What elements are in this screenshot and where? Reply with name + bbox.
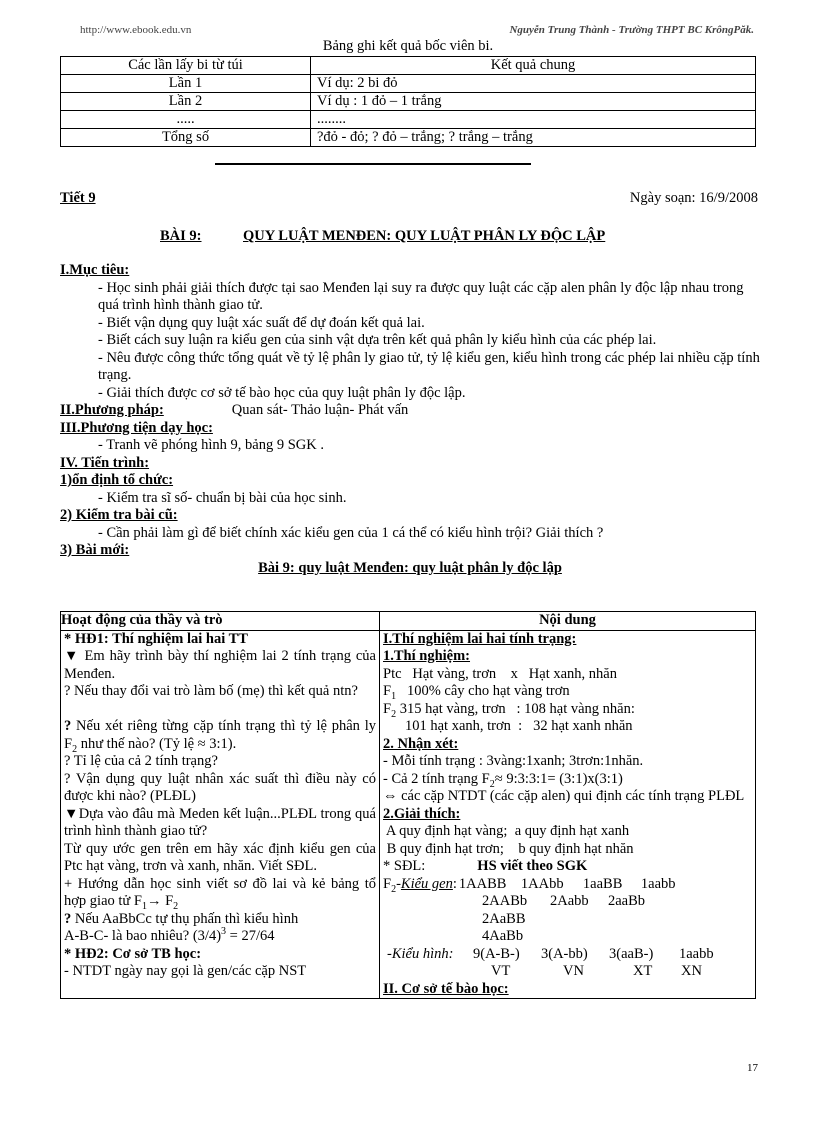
lesson-title: QUY LUẬT MENĐEN: QUY LUẬT PHÂN LY ĐỘC LẬP [243,228,606,244]
sdl-text: HS viết theo SGK [477,858,588,874]
genotype-row [383,893,752,911]
genotype: 4AaBb [482,928,524,944]
observation [383,771,752,789]
page-number: 17 [747,1062,758,1074]
genotype-label: Kiểu gen [400,875,453,892]
question: ? Tỉ lệ của cả 2 tính trạng? [64,753,218,769]
table-row [61,93,756,111]
colon: : [452,875,457,892]
genotype: 1AAbb [520,875,564,892]
question [64,928,376,946]
f1-line [383,683,752,701]
generation-label: F [383,875,392,892]
question-mark: ? [64,910,72,927]
materials-text: - Tranh vẽ phóng hình 9, bảng 9 SGK . [98,437,324,453]
content-subheading: 2. Nhận xét: [383,735,459,752]
subscript: 2 [391,883,397,895]
stabilize-heading: 1)ổn định tổ chức: [60,472,174,488]
table-header-cell: Hoạt động của thầy và trò [61,612,380,631]
content-heading: II. Cơ sở tế bào học: [383,980,509,997]
spacer [64,701,376,719]
observation: ⇔ các cặp NTDT (các cặp alen) qui định các tính trạng PLĐL [383,788,745,804]
method-text: Quan sát- Thảo luận- Phát vấn [231,402,409,418]
table-cell: Lần 1 [61,75,311,93]
sdl-line [383,858,752,876]
objective-item: - Biết vận dụng quy luật xác suất để dự đoán kết quả lai. [98,314,425,331]
question: ? Vận dụng quy luật nhân xác suất thì điều này có được khi nào? (PLĐL) [64,770,376,804]
lesson-date: Ngày soạn: 16/9/2008 [629,190,758,206]
explanation: A quy định hạt vàng; a quy định hạt xanh [383,823,630,839]
phenotype: 3(aaB-) [609,945,654,962]
sdl-label: * SĐL: [383,858,426,874]
observation-text: - Cả 2 tính trạng F [383,770,490,787]
lesson-body [60,262,760,577]
table-row [61,111,756,129]
review-heading: 2) Kiểm tra bài cũ: [60,507,178,523]
header-url[interactable]: http://www.ebook.edu.vn [80,24,192,36]
table-cell: Ví dụ : 1 đỏ – 1 trắng [311,93,756,111]
new-lesson-title-line [60,560,760,578]
question-text: như thế nào? (Tỷ lệ ≈ 3:1). [77,735,237,752]
phenotype-name: VN [563,963,584,979]
question-text: = 27/64 [226,928,275,944]
question-text: Nếu AaBbCc tự thụ phấn thì kiểu hình [71,910,299,927]
subscript: 2 [72,743,78,755]
f2-line-2: 101 hạt xanh, trơn : 32 hạt xanh nhăn [405,718,633,734]
observation-text: ≈ 9:3:3:1= (3:1)x(3:1) [494,770,623,787]
table-row [61,75,756,93]
activity-2-heading: * HĐ2: Cơ sở TB học: [64,945,202,962]
phenotype: 1aabb [679,945,714,962]
objective-item: - Học sinh phải giải thích được tại sao Menđen lại suy ra được quy luật các cặp alen phân ly độc lập nhau trong quá trình hình thành giao tử. [98,279,744,313]
subscript: 1 [141,900,147,912]
subscript: 2 [489,778,495,790]
cross-line: Ptc Hạt vàng, trơn x Hạt xanh, nhăn [383,665,617,682]
content-subheading: 1.Thí nghiệm: [383,648,471,664]
content-column [380,630,756,999]
materials-heading: III.Phương tiện dạy học: [60,419,213,436]
subscript: 1 [391,690,397,702]
activity-1-heading: * HĐ1: Thí nghiệm lai hai TT [64,630,248,647]
phenotype: 3(A-bb) [541,945,588,962]
table-header-cell: Nội dung [380,612,756,631]
new-lesson-heading: 3) Bài mới: [60,542,130,558]
observation: - Mỗi tính trạng : 3vàng:1xanh; 3trơn:1nhăn. [383,753,644,769]
genotype: 1aaBB [582,875,623,892]
genotype-row [383,876,752,894]
method-heading: II.Phương pháp: [60,402,164,418]
explanation: B quy định hạt trơn; b quy định hạt nhăn [383,840,634,857]
objective-item: - Giải thích được cơ sở tế bào học của quy luật phân ly độc lập. [98,384,466,401]
content-subheading: 2.Giải thích: [383,805,461,822]
activity-column [61,630,380,999]
lesson-period: Tiết 9 [60,190,96,206]
method-line [60,402,760,420]
phenotype-name: XT [633,963,653,979]
f1-text: 100% cây cho hạt vàng trơn [396,683,570,699]
genotype: 1aabb [640,875,676,892]
question-text: Nếu xét riêng từng cặp tính trạng thì tỷ lệ phân ly F [64,718,376,752]
genotype-row [383,911,752,929]
question [64,876,376,911]
question: - NTDT ngày nay gọi là gen/các cặp NST [64,963,307,979]
table-cell: ........ [311,111,756,129]
table-row [61,129,756,147]
genotype: 2AaBB [482,910,526,927]
review-text: - Cần phải làm gì để biết chính xác kiểu gen của 1 cá thể có kiểu hình trội? Giải thích ? [98,524,604,541]
separator-line [215,163,531,165]
table1-caption: Bảng ghi kết quả bốc viên bi. [322,38,494,54]
table-header-cell: Các lần lấy bi từ túi [61,57,311,75]
question: ▼ Em hãy trình bày thí nghiệm lai 2 tính trạng của Menđen. [64,648,376,682]
header-author: Nguyễn Trung Thành - Trường THPT BC KrôngPăk. [509,24,754,36]
subscript: 2 [173,900,179,912]
question: ? Nếu thay đổi vai trò làm bố (mẹ) thì kết quả ntn? [64,683,358,699]
question [64,718,376,753]
dash: - [396,875,401,892]
table-row [61,630,756,999]
new-lesson-title: Bài 9: quy luật Menđen: quy luật phân ly độc lập [258,559,562,576]
table-header-row [61,612,756,631]
objective-item: - Nêu được công thức tổng quát về tỷ lệ phân ly giao tử, tỷ lệ kiểu gen, kiểu hình trong các phép lai nhiều cặp tính trạng. [98,349,760,383]
question-text: + Hướng dẫn học sinh viết sơ đồ lai và kẻ bảng tổ hợp giao tử F [64,875,376,909]
question-mark: ? [64,718,72,734]
marble-result-table [60,56,756,147]
question: Từ quy ước gen trên em hãy xác định kiểu gen của Ptc hạt vàng, trơn và xanh, nhăn. Viết SĐL. [64,840,376,874]
generation-label: F [383,700,392,717]
lesson-label: BÀI 9: [160,228,202,244]
phenotype-row [383,946,752,964]
objectives-heading: I.Mục tiêu: [60,262,130,278]
generation-label: F [383,683,392,699]
procedure-heading: IV. Tiến trình: [60,454,150,471]
content-heading: I.Thí nghiệm lai hai tính trạng: [383,630,577,647]
question: ▼Dựa vào đâu mà Meden kết luận...PLĐL trong quá trình hình thành giao tử? [64,805,376,839]
table-header-cell: Kết quả chung [311,57,756,75]
table-cell: ?đỏ - đỏ; ? đỏ – trắng; ? trắng – trắng [311,129,756,147]
genotype: 2AABb [482,893,528,909]
stabilize-text: - Kiểm tra sĩ số- chuẩn bị bài của học sinh. [98,489,347,506]
subscript: 2 [391,708,397,720]
table-cell: Tổng số [61,129,311,147]
genotype: 1AABB [458,875,507,892]
table-cell: Ví dụ: 2 bi đỏ [311,75,756,93]
table-cell: ..... [61,111,311,129]
objective-item: - Biết cách suy luận ra kiểu gen của sinh vật dựa trên kết quả phân ly kiểu hình của các phép lai. [98,332,657,348]
phenotype-name: XN [681,963,702,979]
phenotype-name: VT [491,963,511,979]
genotype: 2Aabb [550,893,589,909]
activity-table [60,611,756,999]
genotype: 2aaBb [608,893,646,909]
superscript: 3 [221,926,227,938]
table-header-row [61,57,756,75]
question-text: A-B-C- là bao nhiêu? (3/4) [64,928,222,944]
question-text: → F [146,893,174,909]
phenotype-label: -Kiểu hình: [387,945,454,962]
table-cell: Lần 2 [61,93,311,111]
phenotype-names-row [383,963,752,981]
f2-text: 315 hạt vàng, trơn : 108 hạt vàng nhăn: [396,700,635,717]
question [64,911,376,929]
phenotype: 9(A-B-) [473,945,520,962]
f2-line [383,701,752,719]
genotype-row [383,928,752,946]
